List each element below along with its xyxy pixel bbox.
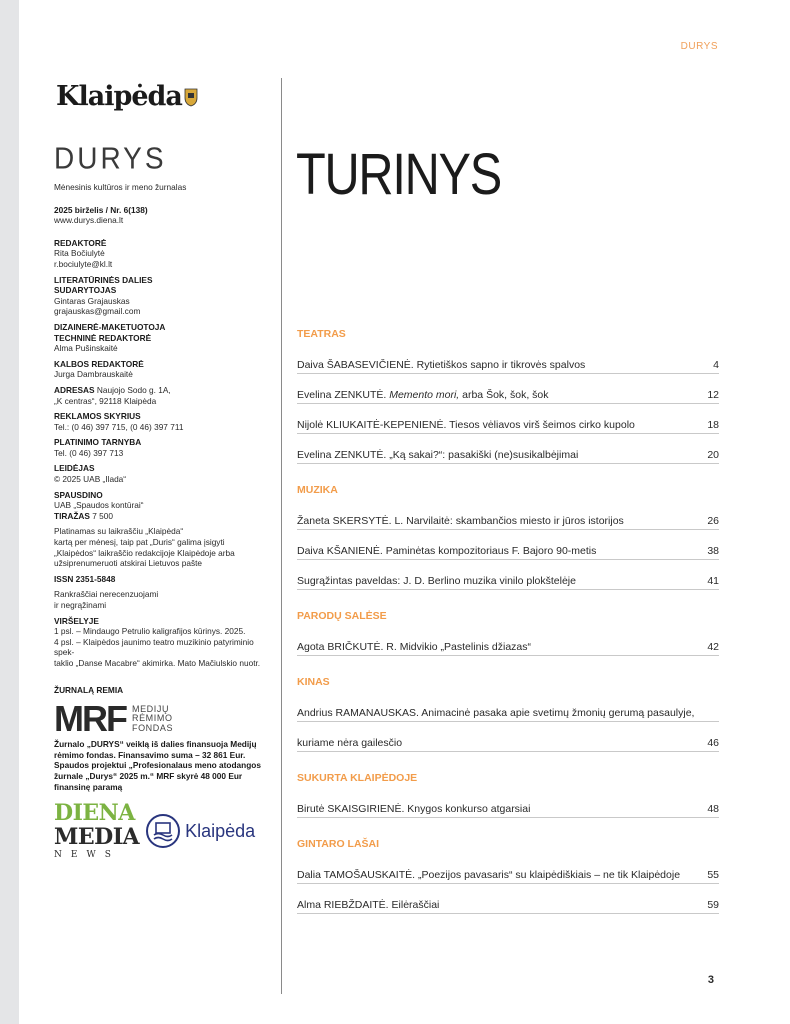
design-label: DIZAINERĖ-MAKETUOTOJA [54, 321, 166, 332]
entry-text: Animacinė pasaka apie svetimų žmonių gerumą pasaulyje, [418, 707, 695, 719]
toc-entry[interactable] [297, 344, 719, 373]
city-emblem-icon [145, 813, 181, 849]
toc-entry-title [297, 515, 624, 527]
entry-page-number: 18 [707, 419, 719, 431]
page-title: TURINYS [296, 142, 502, 207]
distribution-line: Platinamas su laikraščiu „Klaipėda“ [54, 526, 184, 537]
entry-author: Andrius RAMANAUSKAS. [297, 707, 419, 719]
lang-name: Jurga Dambrauskaitė [54, 369, 133, 380]
entry-author: Žaneta SKERSYTĖ. [297, 515, 392, 527]
entry-text: „Poezijos pavasaris“ su klaipėdiškiais – ne tik Klaipėdoje [415, 869, 681, 881]
lang-label: KALBOS REDAKTORĖ [54, 358, 144, 369]
entry-divider [297, 463, 719, 464]
section-heading: PARODŲ SALĖSE [297, 610, 387, 622]
section-heading: KINAS [297, 676, 330, 688]
entry-page-number: 59 [707, 899, 719, 911]
publisher-block [54, 463, 269, 484]
editor-block [54, 238, 269, 270]
cover-line: taklio „Danse Macabre“ akimirka. Mato Mačiulskio nuotr. [54, 657, 261, 668]
address-label: ADRESAS [54, 384, 95, 395]
diena-media-logo [54, 802, 139, 860]
entry-page-number: 42 [707, 641, 719, 653]
entry-author: Evelina ZENKUTĖ. [297, 449, 387, 461]
printer-label: SPAUSDINO [54, 489, 103, 500]
lit-label: LITERATŪRINĖS DALIES [54, 274, 153, 285]
entry-author: Nijolė KLIUKAITĖ-KEPENIENĖ. [297, 419, 447, 431]
toc-entry-title [297, 641, 531, 653]
entry-author: Alma RIEBŽDAITĖ. [297, 899, 389, 911]
design-block [54, 322, 269, 354]
mrf-side-line: MEDIJŲ [131, 703, 170, 714]
address-line-2: „K centras“, 92118 Klaipėda [54, 395, 157, 406]
distribution-note [54, 526, 269, 568]
entry-page-number: 4 [713, 359, 719, 371]
section-heading: MUZIKA [297, 484, 338, 496]
distribution-line: „Klaipėdos“ laikraščio redakcijoje Klaipėdoje arba [54, 547, 235, 558]
toc-entry-title [297, 449, 578, 461]
entry-page-number: 12 [707, 389, 719, 401]
website-link[interactable]: www.durys.diena.lt [54, 215, 124, 226]
funding-note [54, 739, 269, 792]
entry-page-number: 41 [707, 575, 719, 587]
funding-line: Spaudos projektui „Profesionalaus meno atodangos [54, 760, 261, 771]
entry-divider [297, 589, 719, 590]
mrf-logo-text: MRF [54, 698, 126, 740]
durys-logo: DURYS [54, 141, 167, 176]
entry-italic-title: Memento mori, [386, 389, 460, 401]
dist-label: PLATINIMO TARNYBA [54, 437, 142, 448]
entry-author: Dalia TAMOŠAUSKAITĖ. [297, 869, 416, 881]
entry-text: Eilėraščiai [388, 899, 440, 911]
issn: ISSN 2351-5848 [54, 573, 116, 584]
toc-entry-title [297, 545, 596, 557]
cover-label: VIRŠELYJE [54, 615, 99, 626]
support-label: ŽURNALĄ REMIA [54, 684, 124, 695]
entry-divider [297, 655, 719, 656]
issue-info [54, 205, 269, 226]
entry-divider [297, 751, 719, 752]
distribution-service-block [54, 437, 269, 458]
entry-page-number: 20 [707, 449, 719, 461]
entry-text: Rytietiškos sapno ir tikrovės spalvos [413, 359, 586, 371]
issue-edition: 2025 birželis / Nr. 6(138) [54, 204, 148, 215]
toc-entry[interactable] [297, 434, 719, 463]
entry-text: Tiesos vėliavos virš šeimos cirko kupolo [446, 419, 635, 431]
dist-phone: Tel. (0 46) 397 713 [54, 447, 124, 458]
toc-section [297, 328, 719, 464]
editor-email[interactable]: r.bociulyte@kl.lt [54, 258, 113, 269]
ads-block [54, 411, 269, 432]
distribution-line: kartą per mėnesį, taip pat „Duris“ galima įsigyti [54, 537, 225, 548]
entry-author: Daiva KŠANIENĖ. [297, 545, 383, 557]
ads-label: REKLAMOS SKYRIUS [54, 411, 141, 422]
media-logo-text: MEDIA [54, 824, 140, 851]
toc-entry[interactable] [297, 560, 719, 589]
toc-entry[interactable] [297, 500, 719, 529]
editor-label: REDAKTORĖ [54, 237, 107, 248]
section-heading: SUKURTA KLAIPĖDOJE [297, 772, 418, 784]
klaipeda-logo [56, 80, 269, 114]
cover-line: 4 psl. – Klaipėdos jaunimo teatro muzikinio patyriminio spek- [54, 636, 254, 658]
cover-block [54, 616, 269, 669]
toc-entry[interactable] [297, 626, 719, 655]
toc-entry-title [297, 869, 680, 881]
design-name: Alma Pušinskaitė [54, 343, 118, 354]
toc-entry-title [297, 359, 585, 371]
toc-entry-title [297, 899, 439, 911]
masthead-column [54, 80, 269, 860]
tech-editor-label: TECHNINĖ REDAKTORĖ [54, 332, 152, 343]
printer-block [54, 490, 269, 522]
entry-text: Paminėtas kompozitoriaus F. Bajoro 90-metis [382, 545, 597, 557]
news-logo-text: NEWS [54, 850, 120, 861]
entry-page-number: 48 [707, 803, 719, 815]
publisher-name: © 2025 UAB „Ilada“ [54, 474, 127, 485]
distribution-line: užsiprenumeruoti atskirai Lietuvos pašte [54, 558, 203, 569]
toc-section [297, 484, 719, 590]
printer-name: UAB „Spaudos kontūrai“ [54, 500, 144, 511]
page-number: 3 [707, 974, 714, 986]
toc-entry[interactable] [297, 374, 719, 403]
address-line-1: Naujojo Sodo g. 1A, [96, 384, 171, 395]
entry-text: arba Šok, šok, šok [459, 389, 549, 401]
ads-phone: Tel.: (0 46) 397 715, (0 46) 397 711 [54, 421, 184, 432]
sponsor-logos [54, 802, 269, 860]
toc-entry[interactable] [297, 884, 719, 913]
toc-entry[interactable] [297, 854, 719, 883]
print-run-value: 7 500 [92, 510, 114, 521]
toc-entry-continuation[interactable] [297, 722, 719, 751]
toc-entry[interactable] [297, 404, 719, 433]
magazine-subtitle: Mėnesinis kultūros ir meno žurnalas [54, 182, 187, 192]
funding-line: rėmimo fondas. Finansavimo suma – 32 861 Eur. [54, 749, 246, 760]
toc-entry[interactable] [297, 530, 719, 559]
mrf-side-line: RĖMIMO [131, 713, 173, 724]
toc-entry[interactable] [297, 788, 719, 817]
entry-author: Daiva ŠABASEVIČIENĖ. [297, 359, 414, 371]
toc-entry-title [297, 389, 549, 401]
column-divider [281, 78, 282, 994]
funding-line: Žurnalo „DURYS“ veiklą iš dalies finansuoja Medijų [54, 739, 257, 750]
toc-section [297, 610, 719, 656]
literary-editor-block [54, 275, 269, 317]
mrf-logo-side [132, 705, 173, 734]
entry-page-number: 55 [707, 869, 719, 881]
page-gutter [0, 0, 19, 1024]
publisher-label: LEIDĖJAS [54, 463, 95, 474]
toc-entry-title [297, 803, 530, 815]
entry-text: „Ką sakai?“: pasakiški (ne)susikalbėjimai [386, 449, 579, 461]
crest-icon [184, 87, 198, 107]
entry-page-number: 38 [707, 545, 719, 557]
manuscripts-line: Rankraščiai nerecenzuojami [54, 589, 159, 600]
editor-name: Rita Bočiulytė [54, 248, 105, 259]
lit-email[interactable]: grajauskas@gmail.com [54, 306, 141, 317]
section-heading: GINTARO LAŠAI [297, 838, 380, 850]
mrf-side-line: FONDAS [131, 722, 174, 733]
entry-author: Evelina ZENKUTĖ. [297, 389, 387, 401]
toc-entry-title [297, 419, 635, 431]
toc-section [297, 676, 719, 752]
entry-page-number: 26 [707, 515, 719, 527]
entry-author: Agota BRIČKUTĖ. [297, 641, 384, 653]
entry-text: Knygos konkurso atgarsiai [404, 803, 531, 815]
diena-logo-text: DIENA [54, 800, 135, 827]
lit-name: Gintaras Grajauskas [54, 295, 130, 306]
lit-label-2: SUDARYTOJAS [54, 285, 117, 296]
entry-text: Sugrąžintas paveldas: J. D. Berlino muzika vinilo plokštelėje [297, 575, 576, 587]
manuscripts-note [54, 589, 269, 610]
entry-divider [297, 913, 719, 914]
toc-entry-title [297, 575, 576, 587]
toc-section [297, 772, 719, 818]
section-heading: TEATRAS [297, 328, 346, 340]
entry-divider [297, 817, 719, 818]
entry-continuation-text: kuriame nėra gailesčio [297, 737, 403, 749]
klaipeda-logo-text: Klaipėda [56, 80, 182, 112]
running-header: DURYS [680, 41, 718, 52]
mrf-logo [54, 698, 269, 740]
address-block [54, 385, 269, 406]
print-run-label: TIRAŽAS [54, 510, 90, 521]
entry-text: R. Midvikio „Pastelinis džiazas“ [383, 641, 532, 653]
toc-entry-title [297, 707, 694, 719]
table-of-contents [297, 328, 719, 914]
entry-author: Birutė SKAISGIRIENĖ. [297, 803, 405, 815]
entry-page-number: 46 [707, 737, 719, 749]
city-logo-text: Klaipėda [185, 820, 256, 841]
cover-line: 1 psl. – Mindaugo Petrulio kaligrafijos kūrinys. 2025. [54, 626, 246, 637]
funding-line: finansinę paramą [54, 781, 123, 792]
language-editor-block [54, 359, 269, 380]
toc-entry[interactable] [297, 692, 719, 721]
entry-text: L. Narvilaitė: skambančios miesto ir jūros istorijos [391, 515, 624, 527]
manuscripts-line: ir negrąžinami [54, 600, 107, 610]
funding-line: žurnale „Durys“ 2025 m.“ MRF skyrė 48 000 Eur [54, 770, 243, 781]
toc-section [297, 838, 719, 914]
